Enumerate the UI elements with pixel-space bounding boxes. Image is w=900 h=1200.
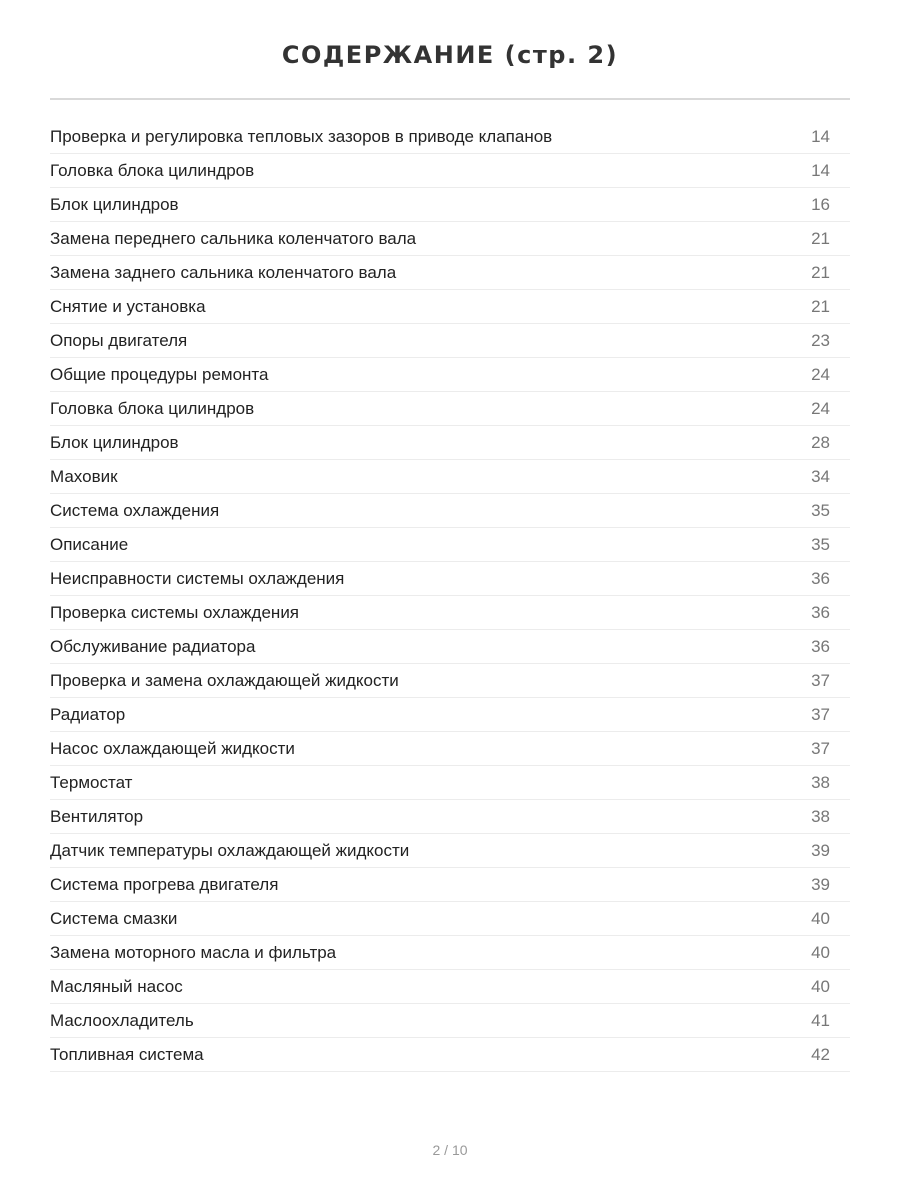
toc-entry[interactable] bbox=[50, 970, 850, 1004]
toc-entry-page-number: 37 bbox=[811, 670, 830, 690]
toc-entry[interactable] bbox=[50, 188, 850, 222]
toc-entry-page-number: 16 bbox=[811, 194, 830, 214]
toc-entry-page-number: 40 bbox=[811, 976, 830, 996]
title-divider bbox=[50, 98, 850, 100]
toc-entry[interactable] bbox=[50, 256, 850, 290]
toc-entry[interactable] bbox=[50, 902, 850, 936]
toc-entry-title: Маховик bbox=[50, 466, 118, 486]
toc-entry[interactable] bbox=[50, 562, 850, 596]
toc-entry[interactable] bbox=[50, 834, 850, 868]
toc-entry-page-number: 24 bbox=[811, 364, 830, 384]
toc-entry[interactable] bbox=[50, 1004, 850, 1038]
toc-entry-title: Замена моторного масла и фильтра bbox=[50, 942, 337, 962]
toc-entry[interactable] bbox=[50, 936, 850, 970]
toc-entry-page-number: 23 bbox=[811, 330, 830, 350]
toc-entry[interactable] bbox=[50, 698, 850, 732]
toc-entry[interactable] bbox=[50, 426, 850, 460]
toc-entry-page-number: 35 bbox=[811, 500, 830, 520]
toc-entry[interactable] bbox=[50, 528, 850, 562]
toc-entry-title: Датчик температуры охлаждающей жидкости bbox=[50, 840, 410, 860]
toc-entry-title: Система прогрева двигателя bbox=[50, 874, 279, 894]
toc-entry-title: Блок цилиндров bbox=[50, 432, 179, 452]
toc-entry[interactable] bbox=[50, 154, 850, 188]
toc-entry-page-number: 35 bbox=[811, 534, 830, 554]
toc-entry-page-number: 37 bbox=[811, 704, 830, 724]
toc-entry-title: Блок цилиндров bbox=[50, 194, 179, 214]
toc-entry[interactable] bbox=[50, 494, 850, 528]
page-number: 2 / 10 bbox=[432, 1142, 468, 1158]
toc-entry-page-number: 39 bbox=[811, 874, 830, 894]
toc-entry[interactable] bbox=[50, 290, 850, 324]
toc-entry-page-number: 34 bbox=[811, 466, 830, 486]
toc-entry-title: Проверка и замена охлаждающей жидкости bbox=[50, 670, 399, 690]
toc-entry-title: Обслуживание радиатора bbox=[50, 636, 256, 656]
toc-entry-page-number: 38 bbox=[811, 772, 830, 792]
toc-entry-title: Маслоохладитель bbox=[50, 1010, 194, 1030]
toc-entry-title: Насос охлаждающей жидкости bbox=[50, 738, 295, 758]
toc-entry-page-number: 24 bbox=[811, 398, 830, 418]
toc-entry-page-number: 21 bbox=[811, 262, 830, 282]
toc-entry[interactable] bbox=[50, 1038, 850, 1072]
toc-entry[interactable] bbox=[50, 358, 850, 392]
toc-entry[interactable] bbox=[50, 732, 850, 766]
toc-entry[interactable] bbox=[50, 596, 850, 630]
toc-entry-page-number: 37 bbox=[811, 738, 830, 758]
toc-entry[interactable] bbox=[50, 222, 850, 256]
toc-entry-page-number: 36 bbox=[811, 568, 830, 588]
toc-entry-title: Замена переднего сальника коленчатого вала bbox=[50, 228, 417, 248]
toc-entry[interactable] bbox=[50, 868, 850, 902]
toc-entry-title: Проверка системы охлаждения bbox=[50, 602, 300, 622]
toc-entry-title: Головка блока цилиндров bbox=[50, 160, 255, 180]
table-of-contents bbox=[50, 120, 850, 1072]
toc-entry-page-number: 21 bbox=[811, 228, 830, 248]
toc-entry-page-number: 38 bbox=[811, 806, 830, 826]
toc-entry[interactable] bbox=[50, 766, 850, 800]
toc-entry-title: Топливная система bbox=[50, 1044, 204, 1064]
toc-entry[interactable] bbox=[50, 800, 850, 834]
toc-entry-page-number: 28 bbox=[811, 432, 830, 452]
toc-entry-title: Система охлаждения bbox=[50, 500, 220, 520]
toc-entry-title: Описание bbox=[50, 534, 129, 554]
toc-entry-title: Головка блока цилиндров bbox=[50, 398, 255, 418]
page-title: СОДЕРЖАНИЕ (стр. 2) bbox=[281, 41, 619, 69]
toc-entry[interactable] bbox=[50, 460, 850, 494]
toc-entry[interactable] bbox=[50, 664, 850, 698]
toc-entry-title: Проверка и регулировка тепловых зазоров в приводе клапанов bbox=[50, 126, 553, 146]
toc-entry-title: Термостат bbox=[50, 772, 133, 792]
toc-entry-page-number: 14 bbox=[811, 126, 830, 146]
toc-entry-page-number: 40 bbox=[811, 908, 830, 928]
toc-entry[interactable] bbox=[50, 392, 850, 426]
toc-entry-page-number: 42 bbox=[811, 1044, 830, 1064]
toc-entry-page-number: 40 bbox=[811, 942, 830, 962]
toc-entry[interactable] bbox=[50, 120, 850, 154]
toc-entry-page-number: 41 bbox=[811, 1010, 830, 1030]
toc-entry-title: Масляный насос bbox=[50, 976, 183, 996]
toc-entry-title: Вентилятор bbox=[50, 806, 144, 826]
toc-entry[interactable] bbox=[50, 324, 850, 358]
toc-entry-title: Радиатор bbox=[50, 704, 126, 724]
toc-entry-title: Опоры двигателя bbox=[50, 330, 188, 350]
toc-entry-page-number: 39 bbox=[811, 840, 830, 860]
toc-entry-title: Общие процедуры ремонта bbox=[50, 364, 269, 384]
toc-entry-page-number: 36 bbox=[811, 602, 830, 622]
toc-entry[interactable] bbox=[50, 630, 850, 664]
toc-entry-title: Неисправности системы охлаждения bbox=[50, 568, 345, 588]
toc-entry-page-number: 36 bbox=[811, 636, 830, 656]
toc-entry-page-number: 14 bbox=[811, 160, 830, 180]
toc-entry-title: Система смазки bbox=[50, 908, 178, 928]
toc-entry-page-number: 21 bbox=[811, 296, 830, 316]
toc-entry-title: Снятие и установка bbox=[50, 296, 206, 316]
toc-entry-title: Замена заднего сальника коленчатого вала bbox=[50, 262, 397, 282]
